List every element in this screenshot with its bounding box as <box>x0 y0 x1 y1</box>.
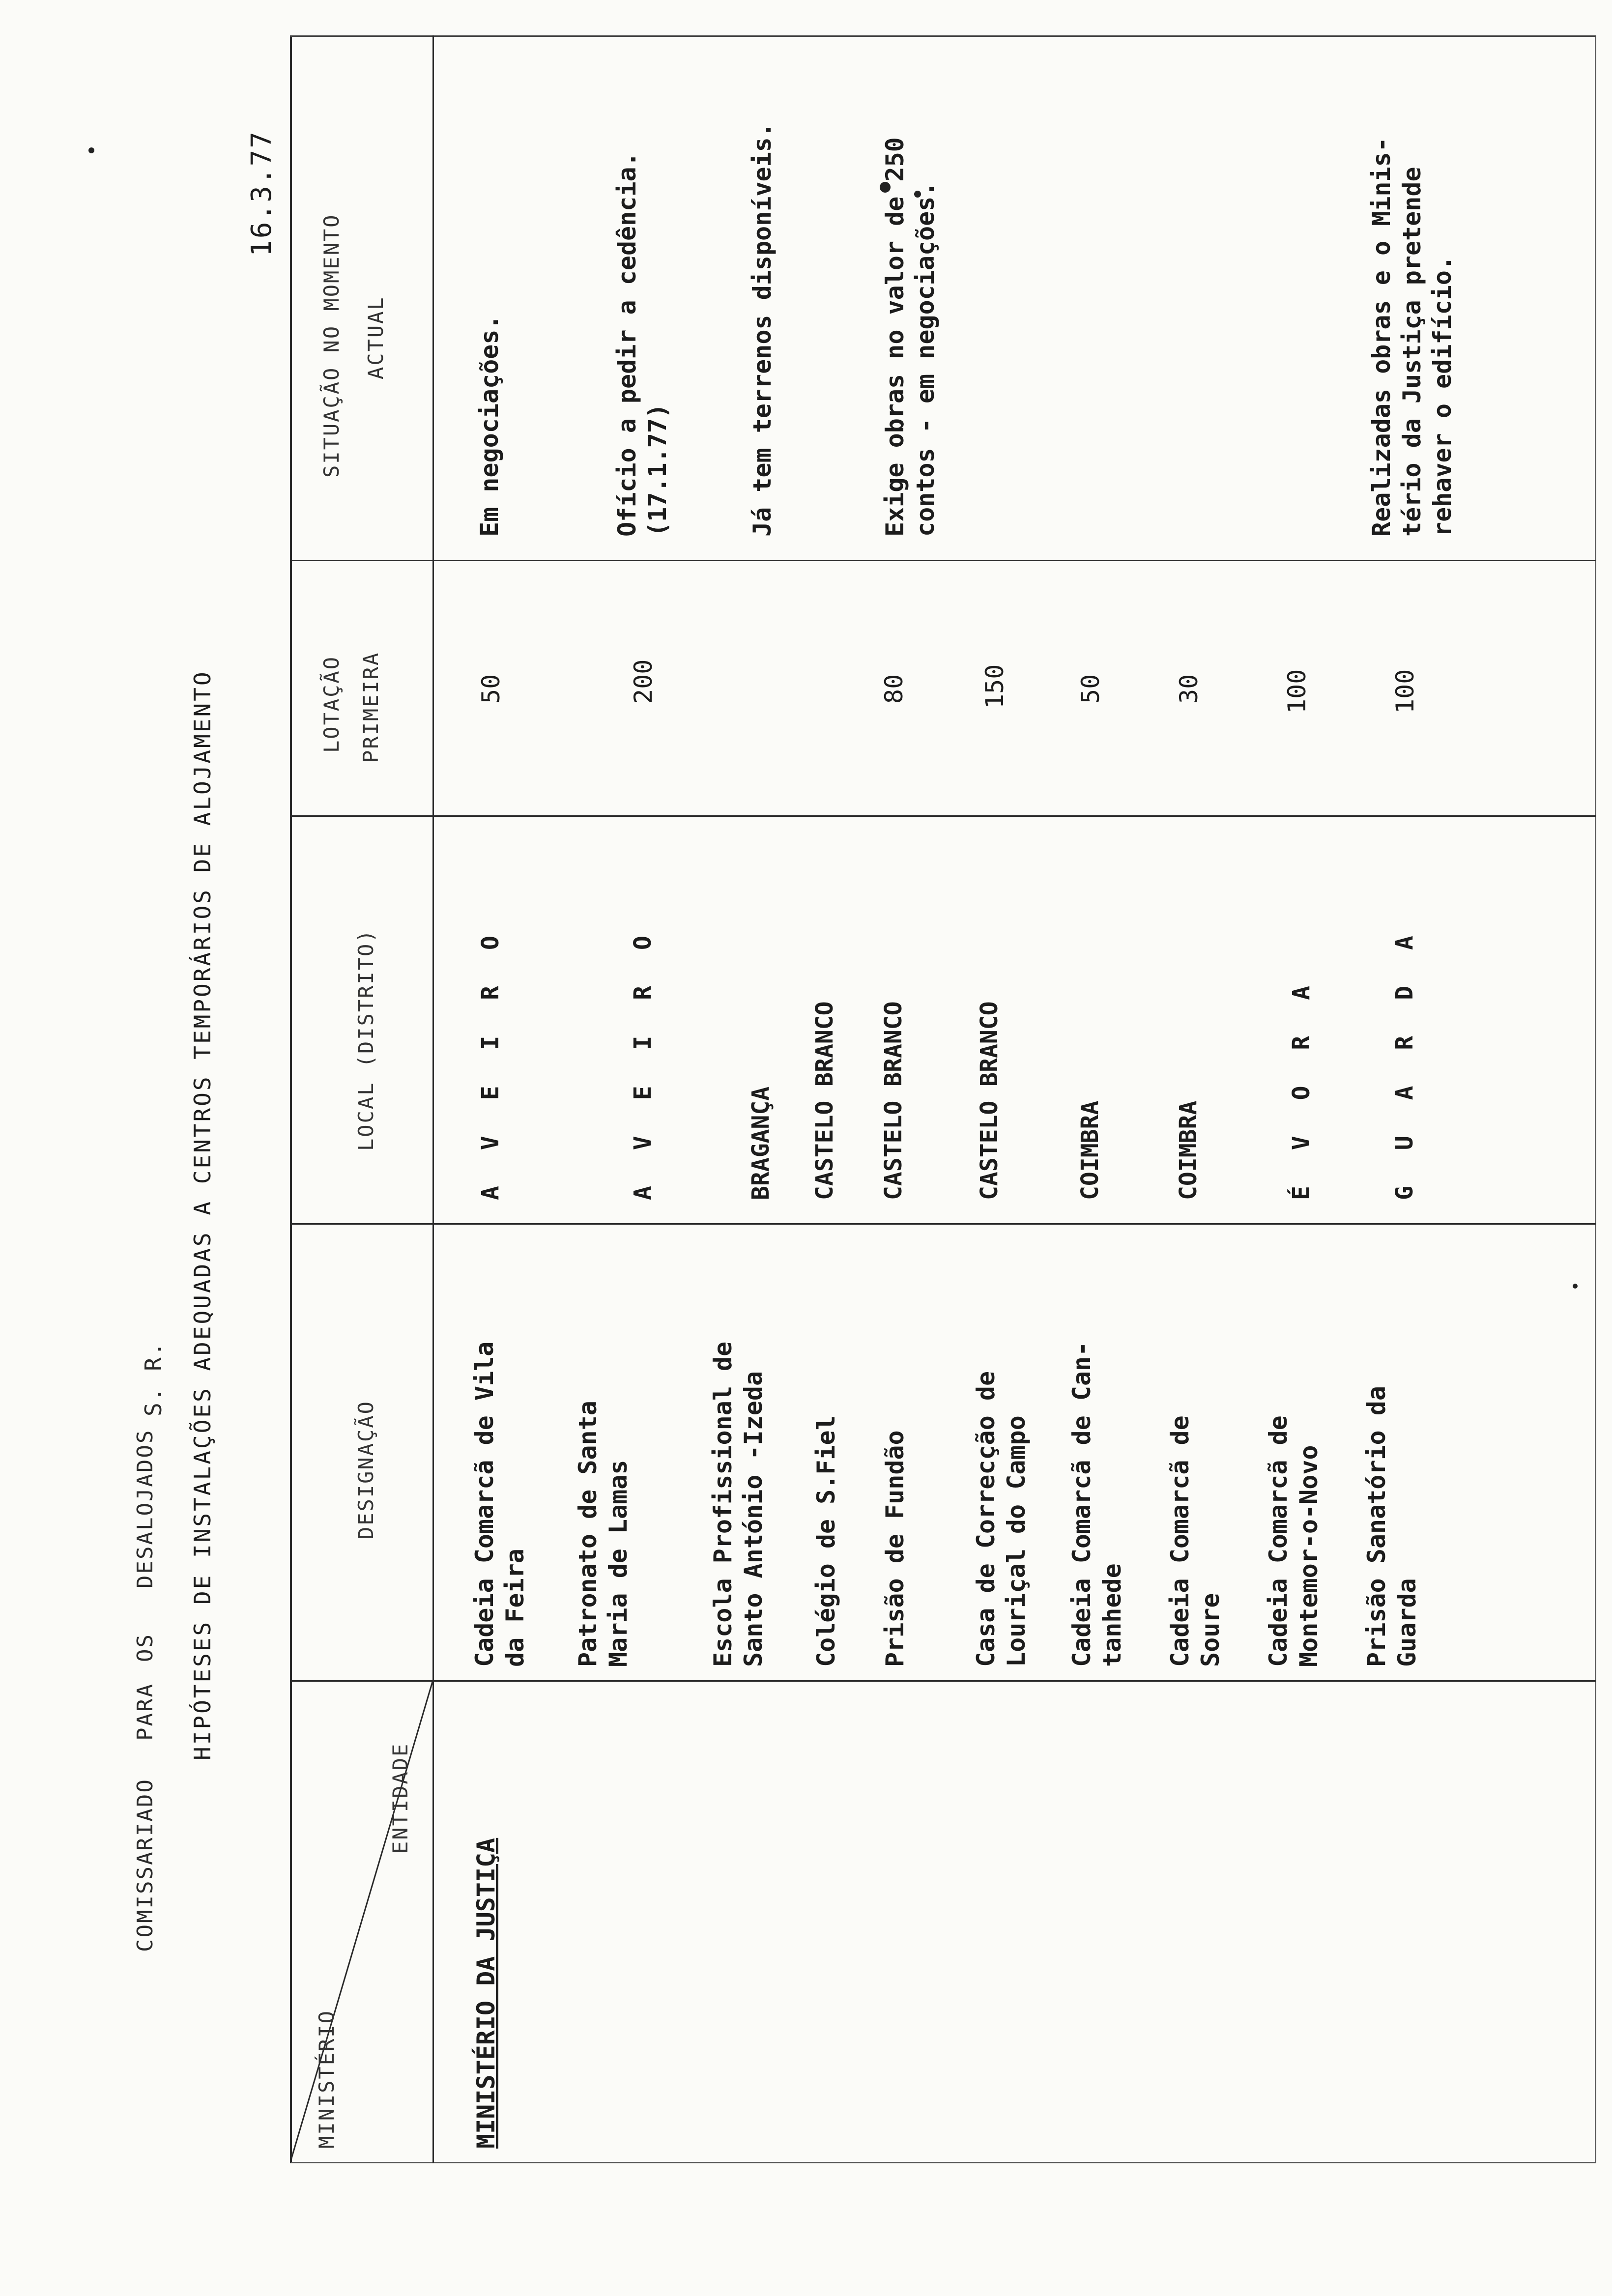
table-right-border <box>290 35 1596 37</box>
ink-speck <box>1573 1284 1578 1289</box>
row-5-designacao: Casa de Correcção de Louriçal do Campo <box>972 1371 1031 1667</box>
row-2-situacao: Já tem terrenos disponíveis. <box>748 122 777 537</box>
document-date: 16.3.77 <box>246 130 278 257</box>
row-0-designacao: Cadeia Comarcã de Vila da Feira <box>470 1341 529 1667</box>
row-4-designacao: Prisão de Fundão <box>881 1430 909 1667</box>
header-situacao-line2: ACTUAL <box>364 296 388 379</box>
row-5-lotacao: 150 <box>980 664 1009 709</box>
row-4-local: CASTELO BRANCO <box>880 1001 907 1200</box>
row-5-local: CASTELO BRANCO <box>976 1001 1003 1200</box>
row-8-local: É V O R A <box>1288 975 1315 1200</box>
table-bottom-border <box>1595 35 1596 2163</box>
ink-speck <box>88 147 94 153</box>
row-9-designacao: Prisão Sanatório da Guarda <box>1362 1386 1421 1667</box>
row-4-situacao: Exige obras no valor de 250 contos - em negociações. <box>881 137 940 537</box>
header-lotacao-line1: LOTAÇÃO <box>319 655 344 753</box>
header-ministerio: MINISTÉRIO <box>315 2009 339 2149</box>
row-0-situacao: Em negociações. <box>475 315 504 537</box>
row-1-designacao: Patronato de Santa Maria de Lamas <box>574 1401 633 1667</box>
row-3-designacao: Colégio de S.Fiel <box>812 1415 840 1667</box>
header-designacao: DESIGNAÇÃO <box>354 1400 378 1539</box>
row-3-local: CASTELO BRANCO <box>811 1001 838 1200</box>
row-7-lotacao: 30 <box>1175 674 1203 704</box>
ministry-name: MINISTÉRIO DA JUSTIÇA <box>472 1837 500 2149</box>
col-divider-situacao <box>290 560 1596 561</box>
row-7-designacao: Cadeia Comarcã de Soure <box>1166 1415 1225 1667</box>
row-2-designacao: Escola Profissional de Santo António -Izeda <box>709 1341 768 1667</box>
row-6-local: COIMBRA <box>1076 1100 1104 1200</box>
header-situacao-line1: SITUAÇÃO NO MOMENTO <box>319 213 344 478</box>
row-0-lotacao: 50 <box>477 674 505 704</box>
col-divider-lotacao <box>290 815 1596 817</box>
row-0-local: A V E I R O <box>477 925 504 1200</box>
row-6-designacao: Cadeia Comarcã de Can- tanhede <box>1067 1341 1126 1667</box>
row-4-lotacao: 80 <box>880 674 908 704</box>
row-7-local: COIMBRA <box>1175 1100 1202 1200</box>
row-8-lotacao: 100 <box>1283 669 1311 714</box>
table-left-border <box>290 2162 1596 2163</box>
row-1-lotacao: 200 <box>629 659 658 704</box>
header-org-para: PARA <box>133 1683 158 1741</box>
header-org-commissariat: COMISSARIADO <box>133 1778 158 1952</box>
col-divider-local <box>290 1223 1596 1225</box>
col-divider-designacao <box>290 1680 1596 1682</box>
row-2-local: BRAGANÇA <box>747 1086 775 1200</box>
row-1-local: A V E I R O <box>629 925 657 1200</box>
row-9-local: G U A R D A <box>1391 925 1418 1200</box>
header-lotacao-line2: PRIMEIRA <box>359 651 383 763</box>
header-entidade: ENTIDADE <box>388 1742 412 1854</box>
row-9-lotacao: 100 <box>1391 669 1419 714</box>
row-6-lotacao: 50 <box>1076 674 1105 704</box>
document-title: HIPÓTESES DE INSTALAÇÕES ADEQUADAS A CENTROS TEMPORÁRIOS DE ALOJAMENTO <box>189 670 216 1760</box>
header-local: LOCAL (DISTRITO) <box>354 928 378 1151</box>
header-org-desalojados: DESALOJADOS <box>133 1429 158 1588</box>
row-8-designacao: Cadeia Comarcã de Montemor-o-Novo <box>1264 1415 1323 1667</box>
row-1-situacao: Ofício a pedir a cedência. (17.1.77) <box>613 152 672 537</box>
row-9-situacao: Realizadas obras e o Minis- tério da Justiça pretende rehaver o edifício. <box>1367 137 1457 537</box>
header-org-os: OS <box>133 1633 158 1662</box>
header-marks: S. R. <box>140 1341 167 1416</box>
